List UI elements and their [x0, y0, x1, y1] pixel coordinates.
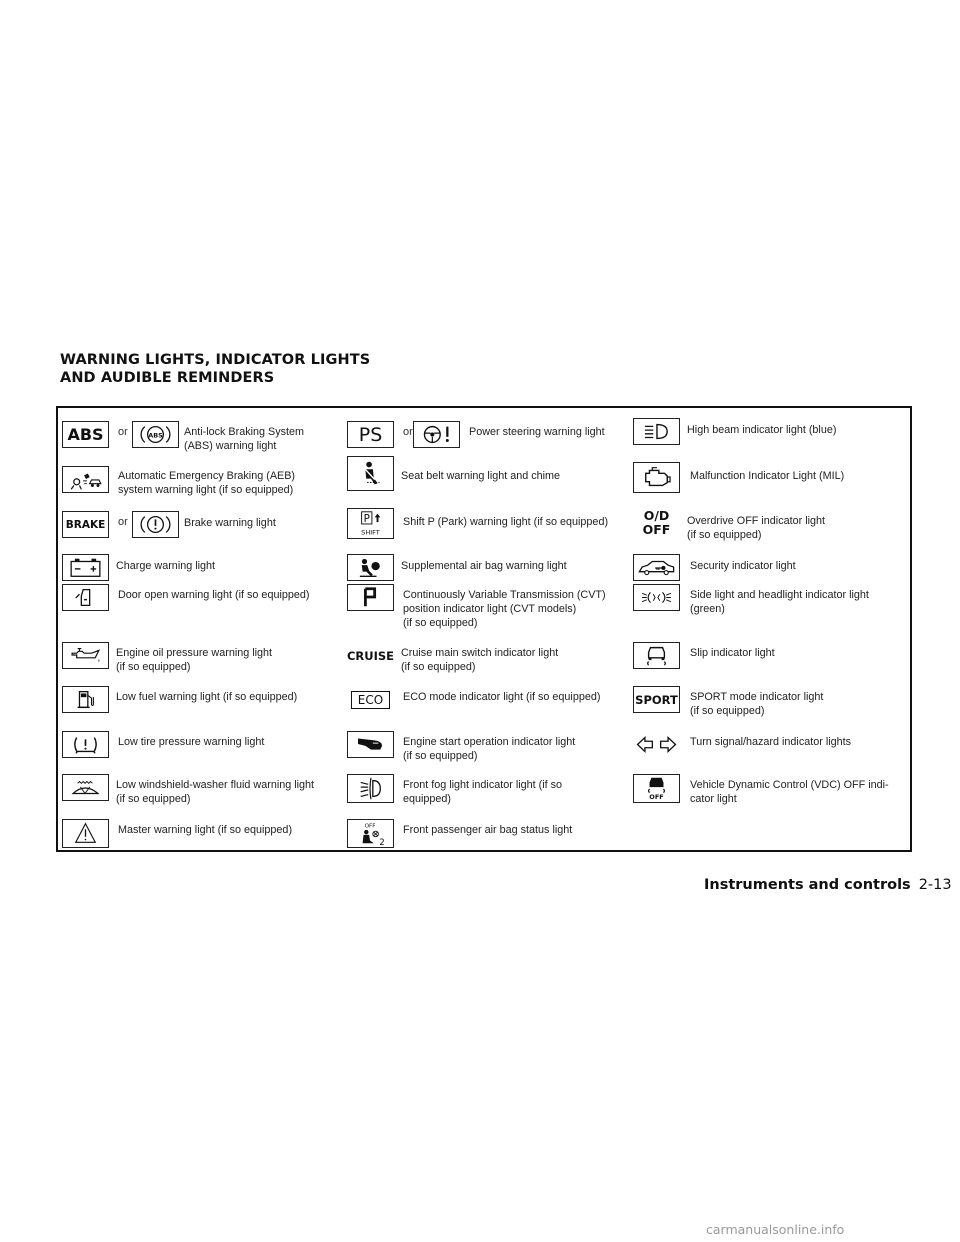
- footer-page-number: 2-13: [918, 877, 952, 893]
- cell-description: SPORT mode indicator light (if so equipped): [690, 691, 824, 717]
- warning-lights-table: [56, 406, 912, 852]
- svg-text:P: P: [363, 513, 370, 526]
- pab-2-label: 2: [379, 837, 385, 847]
- shift-p-icon: [347, 508, 394, 539]
- cell-description: Security indicator light: [690, 560, 796, 572]
- brake-text-icon: BRAKE: [62, 511, 109, 538]
- vdc-off-icon: [633, 774, 680, 803]
- cell-description: Seat belt warning light and chime: [401, 470, 561, 482]
- cell-description: Low tire pressure warning light: [118, 736, 265, 748]
- cell-description: Shift P (Park) warning light (if so equipped): [403, 516, 609, 528]
- section-heading: [60, 351, 370, 387]
- cell-description: Engine start operation indicator light (if so equipped): [403, 736, 576, 762]
- passenger-airbag-status-icon: [347, 819, 394, 848]
- fuel-pump-icon: [62, 686, 109, 713]
- security-car-key-icon: [633, 554, 680, 581]
- cell-description: Turn signal/hazard indicator lights: [690, 736, 852, 748]
- master-warning-triangle-icon: [62, 819, 109, 848]
- battery-icon: [62, 554, 109, 581]
- or-label: or: [403, 426, 413, 438]
- cell-description: Malfunction Indicator Light (MIL): [690, 470, 845, 482]
- or-label: or: [118, 516, 128, 528]
- page-footer: [704, 877, 952, 893]
- cell-description: High beam indicator light (blue): [687, 424, 837, 436]
- od-off-icon: O/D OFF: [633, 507, 680, 539]
- aeb-warning-icon: [62, 466, 109, 493]
- cell-description: Charge warning light: [116, 560, 216, 572]
- abs-small-text: ABS: [148, 431, 163, 440]
- abs-text-icon: ABS: [62, 421, 109, 448]
- cell-description: Supplemental air bag warning light: [401, 560, 567, 572]
- cell-description: Engine oil pressure warning light (if so equipped): [116, 647, 273, 673]
- side-light-headlight-icon: [633, 584, 680, 611]
- or-label: or: [118, 426, 128, 438]
- cell-description: ECO mode indicator light (if so equipped): [403, 691, 601, 703]
- pab-off-label: OFF: [364, 823, 376, 830]
- cell-description: Front fog light indicator light (if so equipped): [403, 779, 563, 805]
- engine-malfunction-icon: [633, 462, 680, 493]
- heading-line-1: WARNING LIGHTS, INDICATOR LIGHTS: [60, 352, 371, 368]
- cvt-position-icon: [347, 584, 394, 611]
- watermark-text: carmanualsonline.info: [706, 1222, 845, 1237]
- cell-description: Automatic Emergency Braking (AEB) system warning light (if so equipped): [118, 470, 296, 496]
- cell-description: Overdrive OFF indicator light (if so equipped): [687, 515, 826, 541]
- eco-mode-icon: ECO: [347, 686, 394, 713]
- cell-description: Side light and headlight indicator light (green): [690, 589, 869, 615]
- sport-mode-icon: SPORT: [633, 686, 680, 713]
- cell-description: Slip indicator light: [690, 647, 775, 659]
- slip-car-icon: [633, 642, 680, 669]
- cell-description: Low fuel warning light (if so equipped): [116, 691, 298, 703]
- cell-description: Vehicle Dynamic Control (VDC) OFF indi- cator light: [690, 779, 889, 805]
- cell-description: Cruise main switch indicator light (if so equipped): [401, 647, 559, 673]
- cell-description: Door open warning light (if so equipped): [118, 589, 310, 601]
- front-fog-light-icon: [347, 774, 394, 803]
- cell-description: Anti-lock Braking System (ABS) warning light: [184, 426, 305, 452]
- steering-wheel-warning-icon: [413, 421, 460, 448]
- cell-description: Low windshield-washer fluid warning light (if so equipped): [116, 779, 315, 805]
- door-open-icon: [62, 584, 109, 611]
- turn-signal-arrows-icon: [633, 731, 680, 758]
- vdc-off-label: OFF: [649, 793, 664, 802]
- high-beam-icon: [633, 418, 680, 445]
- cell-description: Brake warning light: [184, 517, 276, 529]
- ps-text-icon: PS: [347, 421, 394, 448]
- engine-start-icon: [347, 731, 394, 758]
- abs-circle-icon: [132, 421, 179, 448]
- cruise-text-icon: CRUISE: [347, 642, 394, 669]
- footer-section-title: Instruments and controls: [704, 877, 911, 893]
- cell-description: Continuously Variable Transmission (CVT) position indicator light (CVT models) (if so equipped): [403, 589, 606, 629]
- tire-pressure-icon: [62, 731, 109, 758]
- cell-description: Front passenger air bag status light: [403, 824, 573, 836]
- airbag-icon: [347, 554, 394, 581]
- cell-description: Power steering warning light: [469, 426, 605, 438]
- oil-can-icon: [62, 642, 109, 669]
- heading-line-2: AND AUDIBLE REMINDERS: [60, 370, 275, 386]
- cell-description: Master warning light (if so equipped): [118, 824, 293, 836]
- shift-label: SHIFT: [361, 528, 380, 537]
- seat-belt-icon: [347, 456, 394, 491]
- brake-circle-icon: [132, 511, 179, 538]
- washer-fluid-icon: [62, 774, 109, 801]
